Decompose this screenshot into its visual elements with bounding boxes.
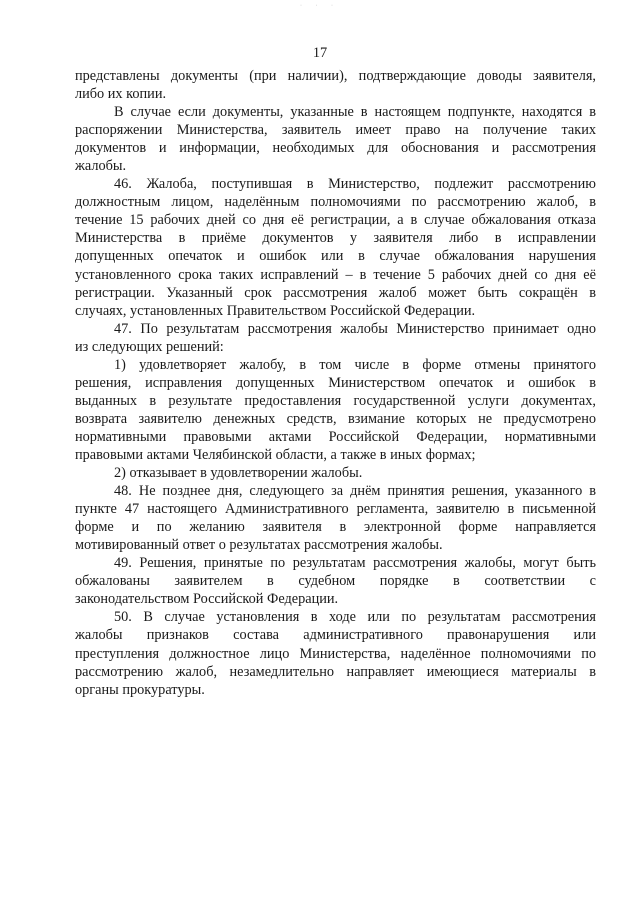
text-line: 48. Не позднее дня, следующего за днём принятия решения, указанного в <box>114 483 596 500</box>
text-line: рассмотрению жалоб, незамедлительно направляет имеющиеся материалы в <box>75 663 596 680</box>
text-line: В случае если документы, указанные в настоящем подпункте, находятся в <box>114 104 596 121</box>
text-line: правовыми актами Челябинской области, а также в иных формах; <box>75 446 476 463</box>
text-line: 2) отказывает в удовлетворении жалобы. <box>114 465 363 482</box>
text-line: либо их копии. <box>75 86 167 103</box>
text-line: установленного срока таких исправлений – в течение 5 рабочих дней со дня её <box>75 266 596 283</box>
text-line: документов и информации, необходимых для обоснования и рассмотрения <box>75 140 596 157</box>
text-line: пункте 47 настоящего Административного регламента, заявителю в письменной <box>75 501 596 518</box>
text-line: нормативными правовыми актами Российской Федерации, нормативными <box>75 428 596 445</box>
text-line: из следующих решений: <box>75 338 224 355</box>
document-body-text <box>75 67 596 699</box>
text-line: допущенных опечаток и ошибок или в случае обжалования нарушения <box>75 248 596 265</box>
text-line: представлены документы (при наличии), подтверждающие доводы заявителя, <box>75 68 596 84</box>
text-line: регистрации. Указанный срок рассмотрения жалоб может быть сокращён в <box>75 284 596 301</box>
text-line: мотивированный ответ о результатах рассмотрения жалобы. <box>75 537 443 554</box>
text-line: распоряжении Министерства, заявитель имеет право на получение таких <box>75 122 596 139</box>
text-line: 1) удовлетворяет жалобу, в том числе в форме отмены принятого <box>114 356 596 373</box>
text-line: выданных в результате предоставления государственной услуги документах, <box>75 392 596 409</box>
text-line: решения, исправления допущенных Министерством опечаток и ошибок в <box>75 374 596 391</box>
text-line: возврата заявителю денежных средств, взимание которых не предусмотрено <box>75 410 596 427</box>
text-line: должностным лицом, наделённым полномочиями по рассмотрению жалоб, в <box>75 194 596 211</box>
text-line: органы прокуратуры. <box>75 681 205 698</box>
text-line: течение 15 рабочих дней со дня её регистрации, а в случае обжалования отказа <box>75 212 596 229</box>
text-line: жалобы. <box>75 158 127 175</box>
text-line: форме и по желанию заявителя в электронной форме направляется <box>75 519 596 536</box>
text-line: 50. В случае установления в ходе или по результатам рассмотрения <box>114 609 596 626</box>
text-line: 47. По результатам рассмотрения жалобы Министерство принимает одно <box>114 320 596 337</box>
text-line: законодательством Российской Федерации. <box>75 591 339 608</box>
text-line: 46. Жалоба, поступившая в Министерство, подлежит рассмотрению <box>114 176 596 193</box>
text-line: обжалованы заявителем в судебном порядке в соответствии с <box>75 573 596 590</box>
text-line: преступления должностное лицо Министерства, наделённое полномочиями по <box>75 645 596 662</box>
scan-artifact-marks: · · · <box>300 3 339 9</box>
text-line: Министерства в приёме документов у заявителя либо в исправлении <box>75 230 596 247</box>
text-line: 49. Решения, принятые по результатам рассмотрения жалобы, могут быть <box>114 555 596 572</box>
page-number: 17 <box>312 45 328 61</box>
text-line: случаях, установленных Правительством Российской Федерации. <box>75 302 476 319</box>
text-line: жалобы признаков состава административного правонарушения или <box>75 627 596 644</box>
